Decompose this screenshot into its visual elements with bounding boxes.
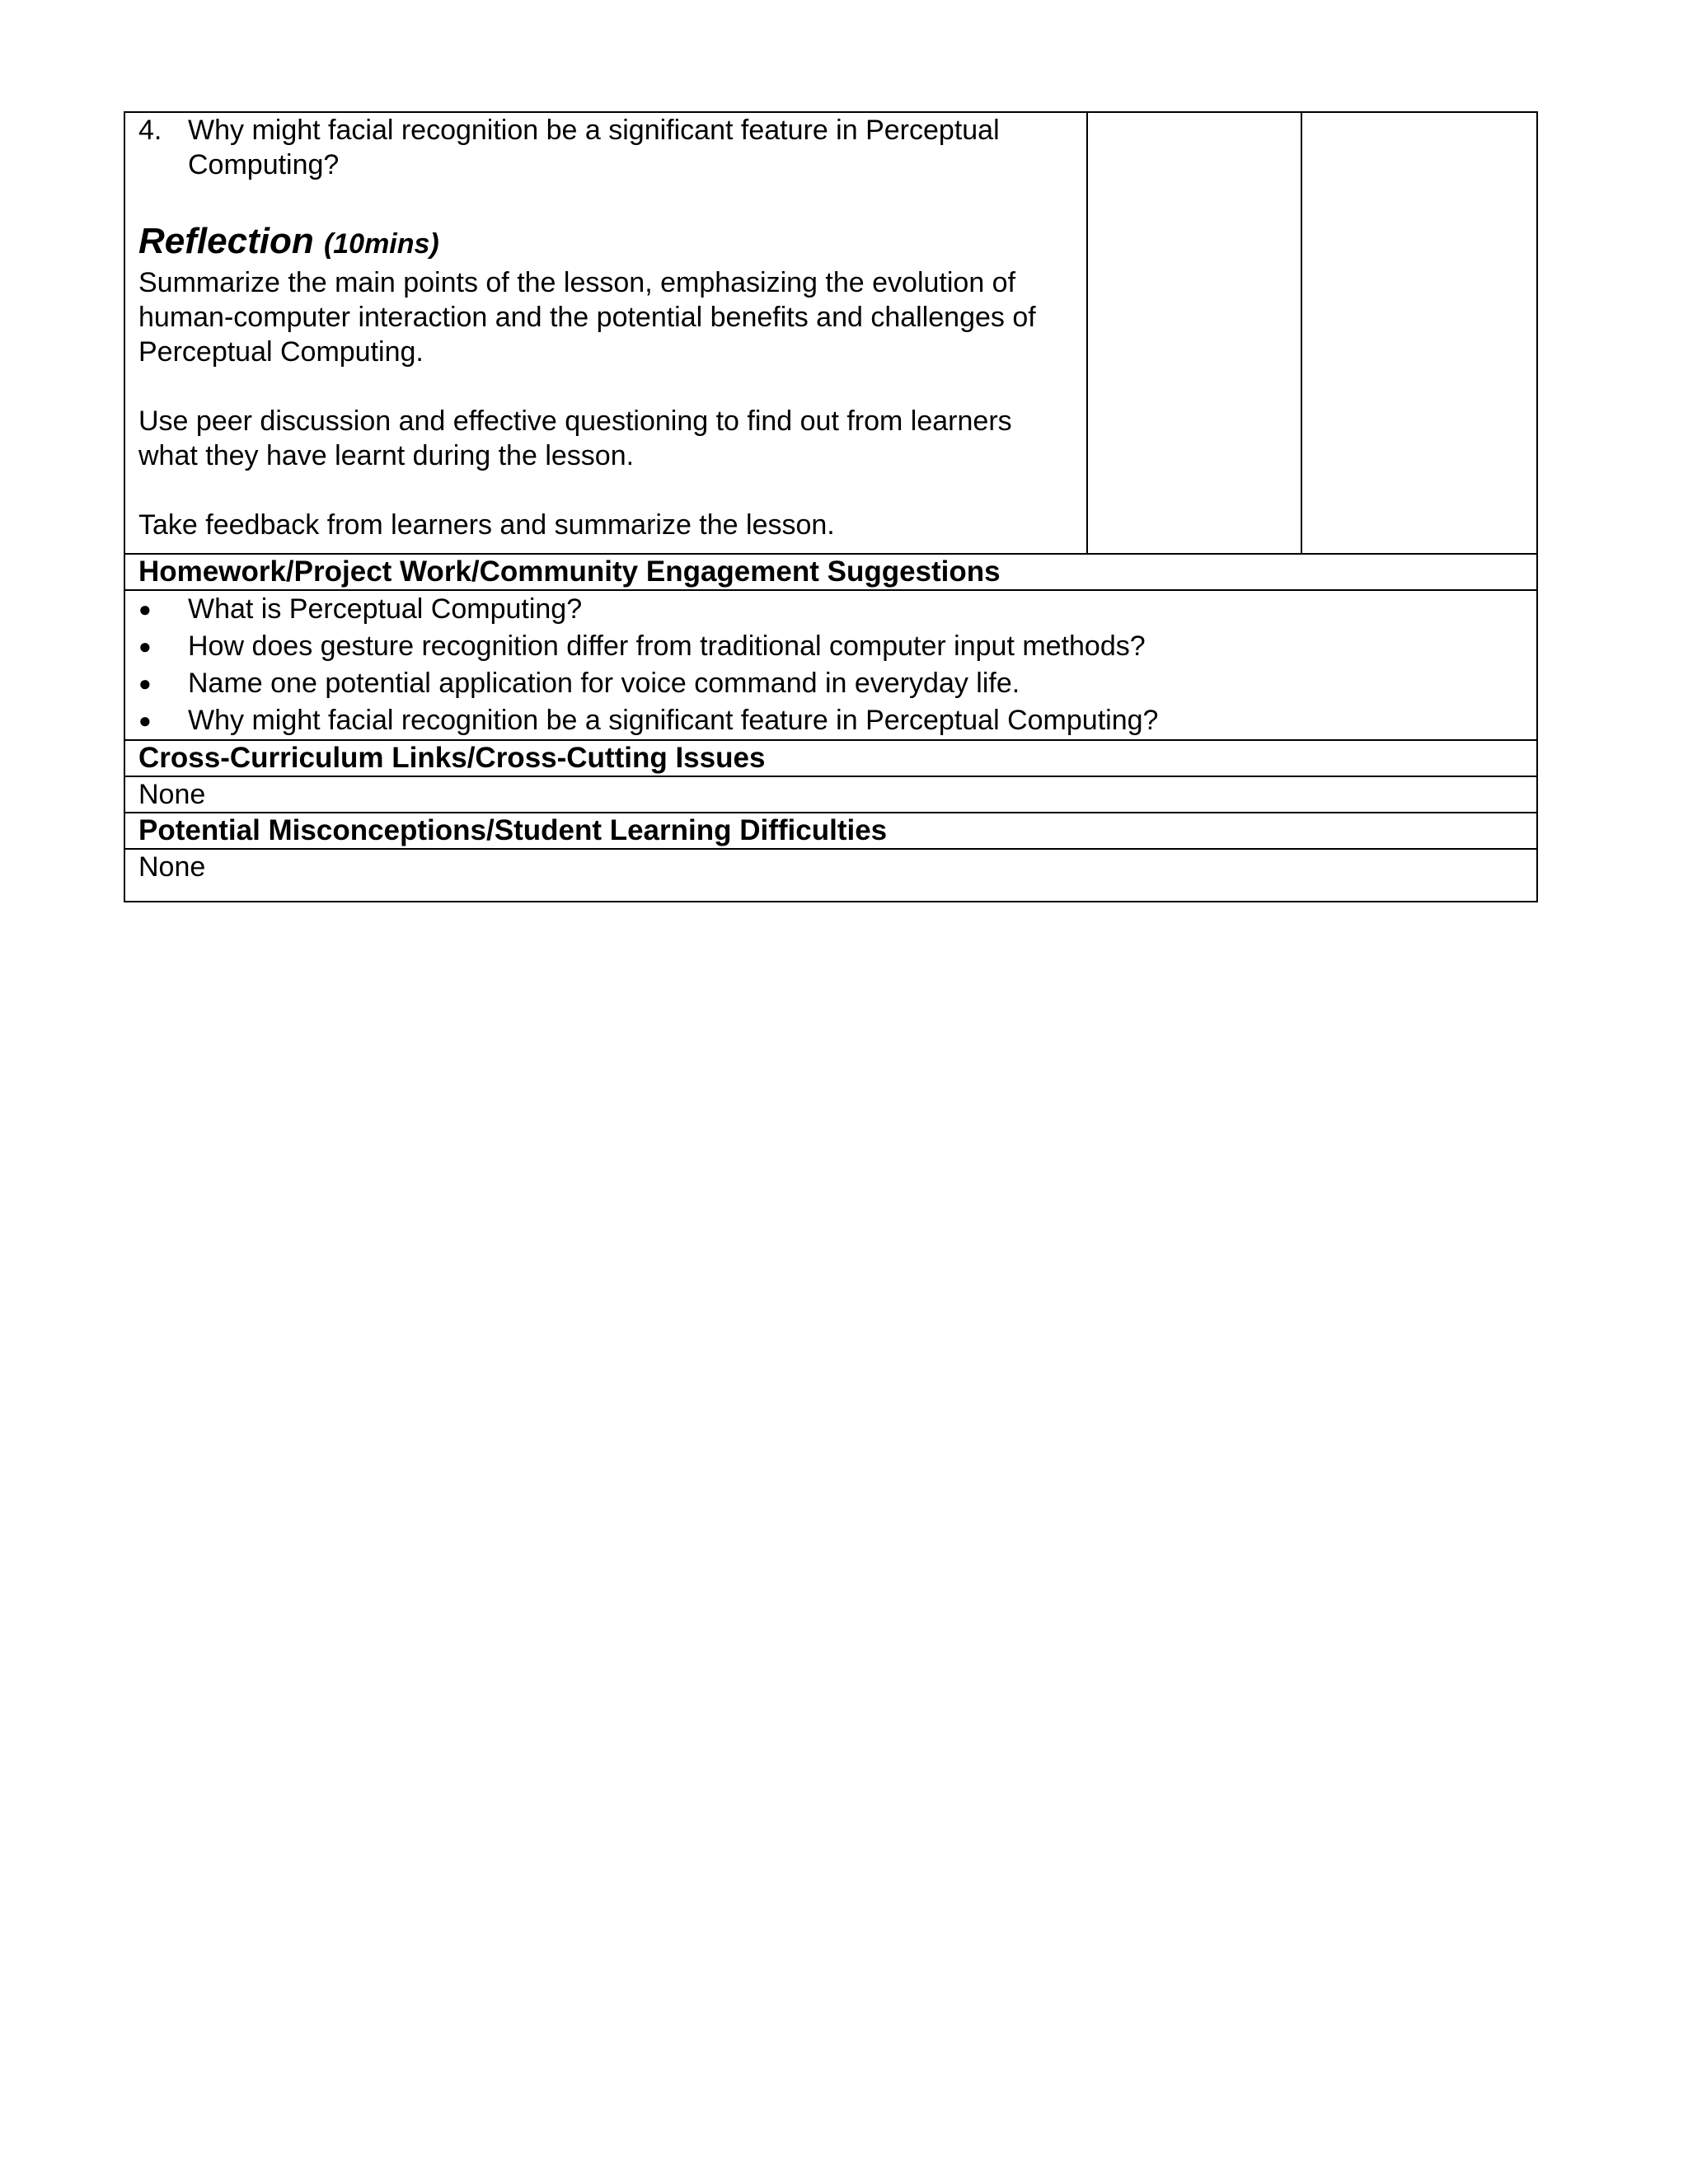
bullet-icon: ● (138, 671, 152, 696)
homework-list-cell (124, 590, 1537, 740)
list-item (138, 702, 1523, 739)
misconceptions-heading: Potential Misconceptions/Student Learning Difficulties (124, 813, 1537, 849)
activity-cell (124, 112, 1087, 554)
homework-heading: Homework/Project Work/Community Engagement Suggestions (124, 554, 1537, 590)
list-item-text: Name one potential application for voice command in everyday life. (188, 668, 1020, 699)
bullet-icon: ● (138, 597, 152, 621)
cross-curriculum-heading: Cross-Curriculum Links/Cross-Cutting Issues (124, 740, 1537, 776)
homework-list (138, 591, 1523, 739)
misconceptions-value-row (124, 849, 1537, 902)
list-item (138, 665, 1523, 702)
question-text: Why might facial recognition be a significant feature in Perceptual Computing? (188, 115, 1000, 180)
homework-header-row (124, 554, 1537, 590)
cross-curriculum-header-row (124, 740, 1537, 776)
list-item-text: How does gesture recognition differ from traditional computer input methods? (188, 630, 1146, 662)
resources-cell (1087, 112, 1301, 554)
list-item-text: Why might facial recognition be a significant feature in Perceptual Computing? (188, 705, 1159, 736)
list-item (138, 591, 1523, 628)
reflection-paragraph: Take feedback from learners and summarize the lesson. (138, 509, 835, 541)
bullet-icon: ● (138, 634, 152, 658)
reflection-paragraph: Use peer discussion and effective questioning to find out from learners what they have learnt during the lesson. (138, 405, 1012, 471)
lesson-plan-table (124, 111, 1538, 902)
question-number: 4. (138, 115, 162, 146)
reflection-heading (138, 220, 1073, 265)
cross-curriculum-value-row (124, 776, 1537, 813)
list-item-text: What is Perceptual Computing? (188, 593, 583, 625)
notes-cell (1301, 112, 1537, 554)
question-item (138, 113, 1073, 182)
homework-list-row (124, 590, 1537, 740)
misconceptions-header-row (124, 813, 1537, 849)
list-item (138, 628, 1523, 665)
reflection-paragraph: Summarize the main points of the lesson, emphasizing the evolution of human-computer interaction and the potential benefits and challenges of Perceptual Computing. (138, 267, 1036, 368)
cross-curriculum-value: None (124, 776, 1537, 813)
reflection-title: Reflection (138, 221, 314, 261)
misconceptions-value: None (124, 849, 1537, 902)
reflection-duration: (10mins) (323, 228, 439, 260)
activity-row (124, 112, 1537, 554)
bullet-icon: ● (138, 708, 152, 733)
